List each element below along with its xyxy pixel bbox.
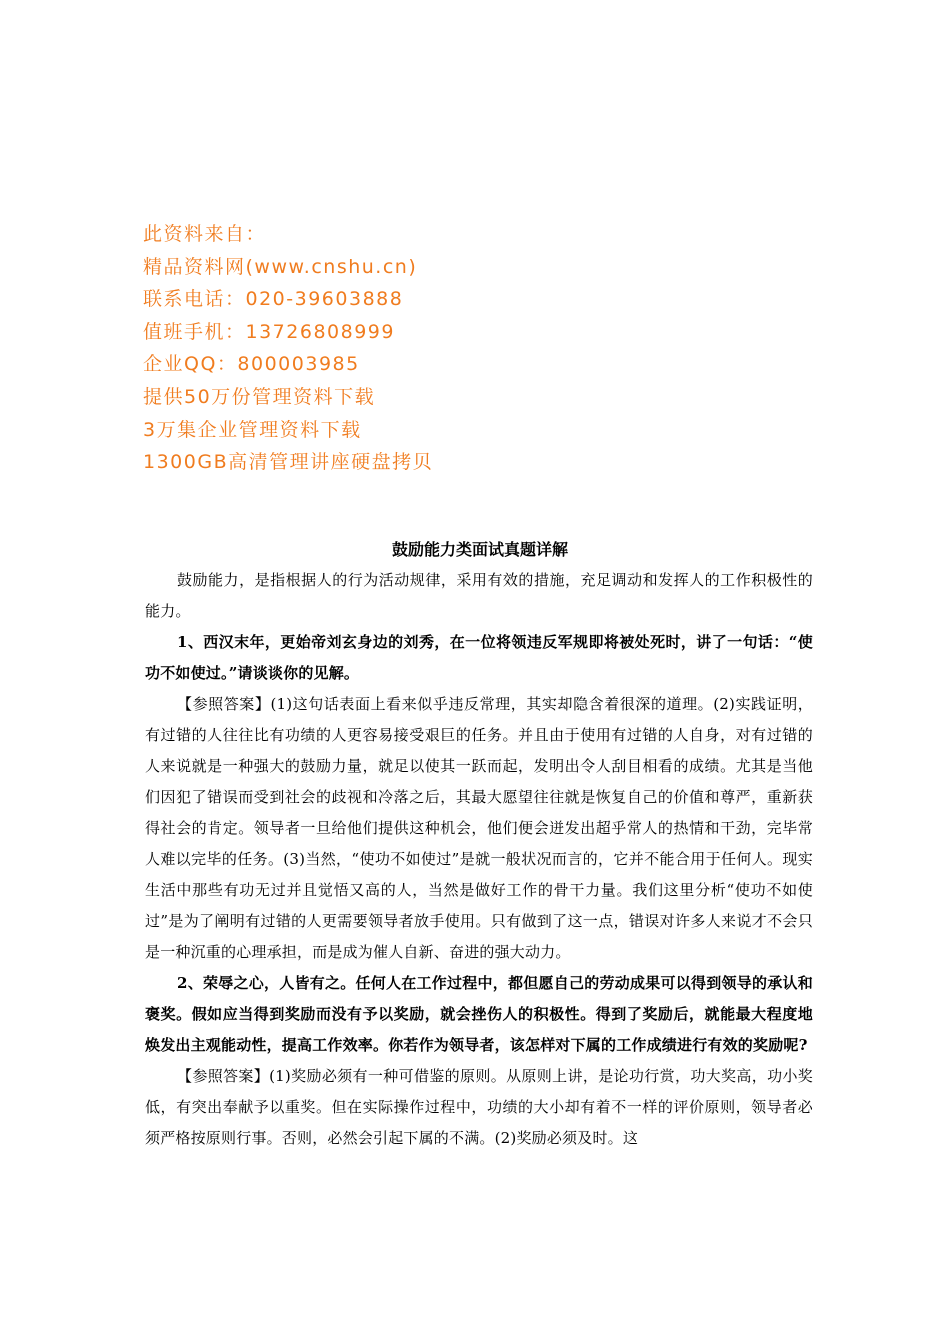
answer-1: 【参照答案】(1)这句话表面上看来似乎违反常理，其实却隐含着很深的道理。(2)实践证明，有过错的人往往比有功绩的人更容易接受艰巨的任务。并且由于使用有过错的人自身，对有过错的人来说就是一种强大的鼓励力量，就足以使其一跃而起，发明出令人刮目相看的成绩。尤其是当他们因犯了错误而受到社会的歧视和冷落之后，其最大愿望往往就是恢复自己的价值和尊严，重新获得社会的肯定。领导者一旦给他们提供这种机会，他们便会迸发出超乎常人的热情和干劲，完毕常人难以完毕的任务。(3)当然，“使功不如使过”是就一般状况而言的，它并不能合用于任何人。现实生活中那些有功无过并且觉悟又高的人，当然是做好工作的骨干力量。我们这里分析“使功不如使过”是为了阐明有过错的人更需要领导者放手使用。只有做到了这一点，错误对许多人来说才不会只是一种沉重的心理承担，而是成为催人自新、奋进的强大动力。	[145, 695, 813, 961]
article-body	[145, 535, 813, 1154]
answer-2: 【参照答案】(1)奖励必须有一种可借鉴的原则。从原则上讲，是论功行赏，功大奖高，功小奖低，有突出奉献予以重奖。但在实际操作过程中，功绩的大小却有着不一样的评价原则，领导者必须严格按原则行事。否则，必然会引起下属的不满。(2)奖励必须及时。这	[145, 1067, 813, 1147]
ad-line-mobile: 值班手机：13726808999	[143, 320, 395, 343]
source-ad-block	[143, 218, 663, 479]
ad-line-offer-3: 1300GB高清管理讲座硬盘拷贝	[143, 451, 434, 474]
question-2: 2、荣辱之心，人皆有之。任何人在工作过程中，都但愿自己的劳动成果可以得到领导的承认和褒奖。假如应当得到奖励而没有予以奖励，就会挫伤人的积极性。得到了奖励后，就能最大程度地焕发出主观能动性，提高工作效率。你若作为领导者，该怎样对下属的工作成绩进行有效的奖励呢?	[145, 974, 813, 1054]
ad-line-offer-1: 提供50万份管理资料下载	[143, 385, 376, 408]
ad-line-qq: 企业QQ：800003985	[143, 353, 360, 376]
intro-paragraph: 鼓励能力，是指根据人的行为活动规律，采用有效的措施，充足调动和发挥人的工作积极性的能力。	[145, 571, 813, 620]
ad-line-source: 此资料来自：	[143, 223, 267, 245]
ad-line-phone: 联系电话：020-39603888	[143, 288, 404, 311]
ad-line-offer-2: 3万集企业管理资料下载	[143, 418, 362, 441]
document-title: 鼓励能力类面试真题详解	[391, 540, 568, 559]
question-1: 1、西汉末年，更始帝刘玄身边的刘秀，在一位将领违反军规即将被处死时，讲了一句话：“使功不如使过。”请谈谈你的见解。	[145, 633, 813, 682]
ad-line-website: 精品资料网(www.cnshu.cn)	[143, 255, 418, 278]
